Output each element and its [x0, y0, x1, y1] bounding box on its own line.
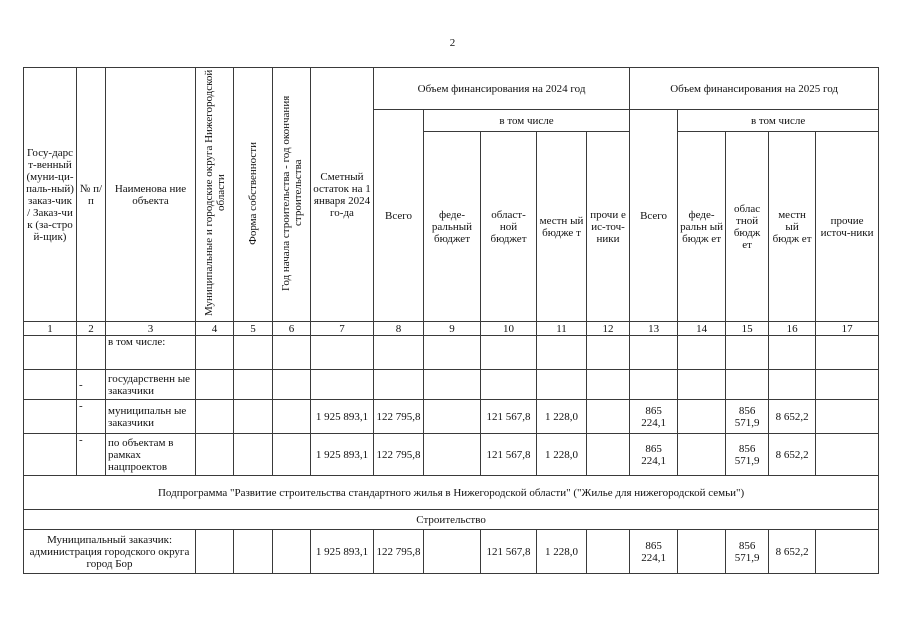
local-2024-value: 1 228,0: [537, 530, 587, 574]
local-2025-value: 8 652,2: [769, 434, 816, 476]
header-oth-2025: прочие источ-ники: [816, 132, 879, 322]
subprogram-title: Подпрограмма "Развитие строительства стандартного жилья в Нижегородской области" ("Жилье для нижегородской семьи"): [24, 476, 879, 510]
col-number: 17: [816, 322, 879, 336]
header-loc-2024: местн ый бюдже т: [537, 132, 587, 322]
header-customer: Госу-дарст-венный (муни-ци-паль-ный) заказ-чик / Заказ-чик (за-строй-щик): [24, 68, 77, 322]
total-2024-value: 122 795,8: [374, 530, 424, 574]
header-loc-2025: местн ый бюдж ет: [769, 132, 816, 322]
col-number: 5: [234, 322, 273, 336]
col-number: 3: [106, 322, 196, 336]
col-number: 15: [726, 322, 769, 336]
col-number: 1: [24, 322, 77, 336]
bor-customer: Муниципальный заказчик: администрация городского округа город Бор: [24, 530, 196, 574]
regional-2024-value: 121 567,8: [481, 400, 537, 434]
header-fed-2025: феде-ральн ый бюдж ет: [678, 132, 726, 322]
row-including-label: в том числе:: [106, 336, 196, 370]
regional-2025-value: 856 571,9: [726, 530, 769, 574]
regional-2024-value: 121 567,8: [481, 434, 537, 476]
header-total-2024: Всего: [374, 110, 424, 322]
header-fed-2024: феде-ральный бюджет: [424, 132, 481, 322]
page-number: 2: [449, 37, 456, 49]
header-years: Год начала строительства - год окончания строительства: [273, 68, 311, 322]
header-reg-2025: облас тной бюдж ет: [726, 132, 769, 322]
table-row: [24, 400, 879, 434]
header-municipality: Муниципальные и городские округа Нижегородской области: [196, 68, 234, 322]
header-fin-2025: Объем финансирования на 2025 год: [630, 68, 879, 110]
header-fin-2024: Объем финансирования на 2024 год: [374, 68, 630, 110]
col-number: 8: [374, 322, 424, 336]
col-number: 11: [537, 322, 587, 336]
regional-2025-value: 856 571,9: [726, 400, 769, 434]
col-number: 12: [587, 322, 630, 336]
header-balance: Сметный остаток на 1 января 2024 го-да: [311, 68, 374, 322]
header-oth-2024: прочи е ис-точ-ники: [587, 132, 630, 322]
regional-2024-value: 121 567,8: [481, 530, 537, 574]
total-2025-value: 865 224,1: [630, 530, 678, 574]
balance-value: 1 925 893,1: [311, 434, 374, 476]
table-row: [24, 370, 879, 400]
total-2025-value: 865 224,1: [630, 434, 678, 476]
local-2025-value: 8 652,2: [769, 530, 816, 574]
total-2024-value: 122 795,8: [374, 400, 424, 434]
row-dash: -: [77, 400, 106, 434]
balance-value: 1 925 893,1: [311, 400, 374, 434]
table-row: [24, 510, 879, 530]
header-total-2025: Всего: [630, 110, 678, 322]
col-number: 4: [196, 322, 234, 336]
header-including-2024: в том числе: [424, 110, 630, 132]
table-row: [24, 434, 879, 476]
row-dash: -: [77, 434, 106, 476]
table-row: [24, 476, 879, 510]
total-2024-value: 122 795,8: [374, 434, 424, 476]
row-municipal-name: муниципальн ые заказчики: [106, 400, 196, 434]
local-2024-value: 1 228,0: [537, 400, 587, 434]
col-number: 6: [273, 322, 311, 336]
table-row: [24, 530, 879, 574]
col-number: 9: [424, 322, 481, 336]
row-state-name: государственн ые заказчики: [106, 370, 196, 400]
balance-value: 1 925 893,1: [311, 530, 374, 574]
header-ownership: Форма собственности: [234, 68, 273, 322]
section-title: Строительство: [24, 510, 879, 530]
col-number: 16: [769, 322, 816, 336]
col-number: 7: [311, 322, 374, 336]
row-natproj-name: по объектам в рамках нацпроектов: [106, 434, 196, 476]
row-dash: -: [77, 370, 106, 400]
header-name: Наименова ние объекта: [106, 68, 196, 322]
regional-2025-value: 856 571,9: [726, 434, 769, 476]
col-number: 13: [630, 322, 678, 336]
financing-table: [23, 67, 879, 574]
header-reg-2024: област-ной бюджет: [481, 132, 537, 322]
local-2024-value: 1 228,0: [537, 434, 587, 476]
col-number: 2: [77, 322, 106, 336]
header-including-2025: в том числе: [678, 110, 879, 132]
table-row: [24, 336, 879, 370]
header-num: № п/п: [77, 68, 106, 322]
col-number: 10: [481, 322, 537, 336]
total-2025-value: 865 224,1: [630, 400, 678, 434]
col-number: 14: [678, 322, 726, 336]
local-2025-value: 8 652,2: [769, 400, 816, 434]
